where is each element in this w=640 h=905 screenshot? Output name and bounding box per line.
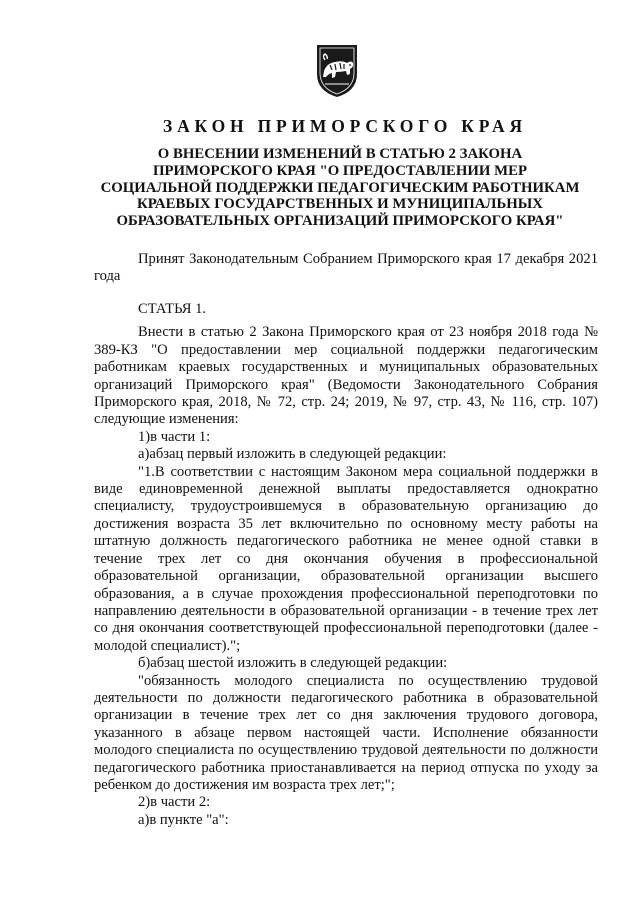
body-paragraph: "1.В соответствии с настоящим Законом мера социальной поддержки в виде единовременной денежной выплаты предоставляется однократно специалисту, трудоустроившемуся в образовательную организацию до достижения возраста 35 лет включительно по основному месту работы на штатную должность педагогического работника не менее одной ставки в течение трех лет со дня окончания обучения в профессиональной образовательной организации, образовательной организации высшего образования, а в случае прохождения профессиональной переподготовки по направлению деятельности в образовательной организации - в течение трех лет со дня окончания соответствующей профессиональной переподготовки (далее - молодой специалист).";	[94, 463, 598, 654]
subtitle-line: КРАЕВЫХ ГОСУДАРСТВЕННЫХ И МУНИЦИПАЛЬНЫХ	[137, 196, 543, 213]
subtitle-line: ОБРАЗОВАТЕЛЬНЫХ ОРГАНИЗАЦИЙ ПРИМОРСКОГО КРАЯ"	[116, 213, 564, 230]
body-paragraph: 2)в части 2:	[138, 794, 211, 811]
coat-of-arms-emblem-icon	[316, 44, 358, 98]
body-paragraph: "обязанность молодого специалиста по осуществлению трудовой деятельности по должности педагогического работника в образовательной организации в течение трех лет со дня заключения трудового договора, указанного в абзаце первом настоящей части. Исполнение обязанности молодого специалиста по осуществлению трудовой деятельности по должности педагогического работника приостанавливается на период отпуска по уходу за ребенком до достижения им возраста трех лет;";	[94, 672, 598, 793]
subtitle-line: СОЦИАЛЬНОЙ ПОДДЕРЖКИ ПЕДАГОГИЧЕСКИМ РАБОТНИКАМ	[100, 179, 580, 196]
law-body	[94, 301, 598, 829]
article-heading: СТАТЬЯ 1.	[138, 301, 207, 317]
subtitle-line: О ВНЕСЕНИИ ИЗМЕНЕНИЙ В СТАТЬЮ 2 ЗАКОНА	[157, 146, 523, 162]
adoption-statement: Принят Законодательным Собранием Приморского края 17 декабря 2021 года	[94, 251, 598, 285]
body-paragraph: 1)в части 1:	[138, 428, 211, 445]
body-paragraph: Внести в статью 2 Закона Приморского края от 23 ноября 2018 года № 389-КЗ "О предоставлении мер социальной поддержки педагогическим работникам краевых государственных и муниципальных образовательных организаций Приморского края" (Ведомости Законодательного Собрания Приморского края, 2018, № 72, стр. 24; 2019, № 97, стр. 43, № 116, стр. 107) следующие изменения:	[94, 324, 598, 428]
body-paragraph: а)абзац первый изложить в следующей редакции:	[138, 446, 447, 463]
subtitle-line: ПРИМОРСКОГО КРАЯ "О ПРЕДОСТАВЛЕНИИ МЕР	[152, 162, 528, 179]
law-title: ЗАКОН ПРИМОРСКОГО КРАЯ	[163, 116, 527, 136]
body-paragraph: а)в пункте "а":	[138, 811, 229, 828]
body-paragraph: б)абзац шестой изложить в следующей редакции:	[138, 655, 448, 672]
law-subtitle	[90, 146, 590, 230]
